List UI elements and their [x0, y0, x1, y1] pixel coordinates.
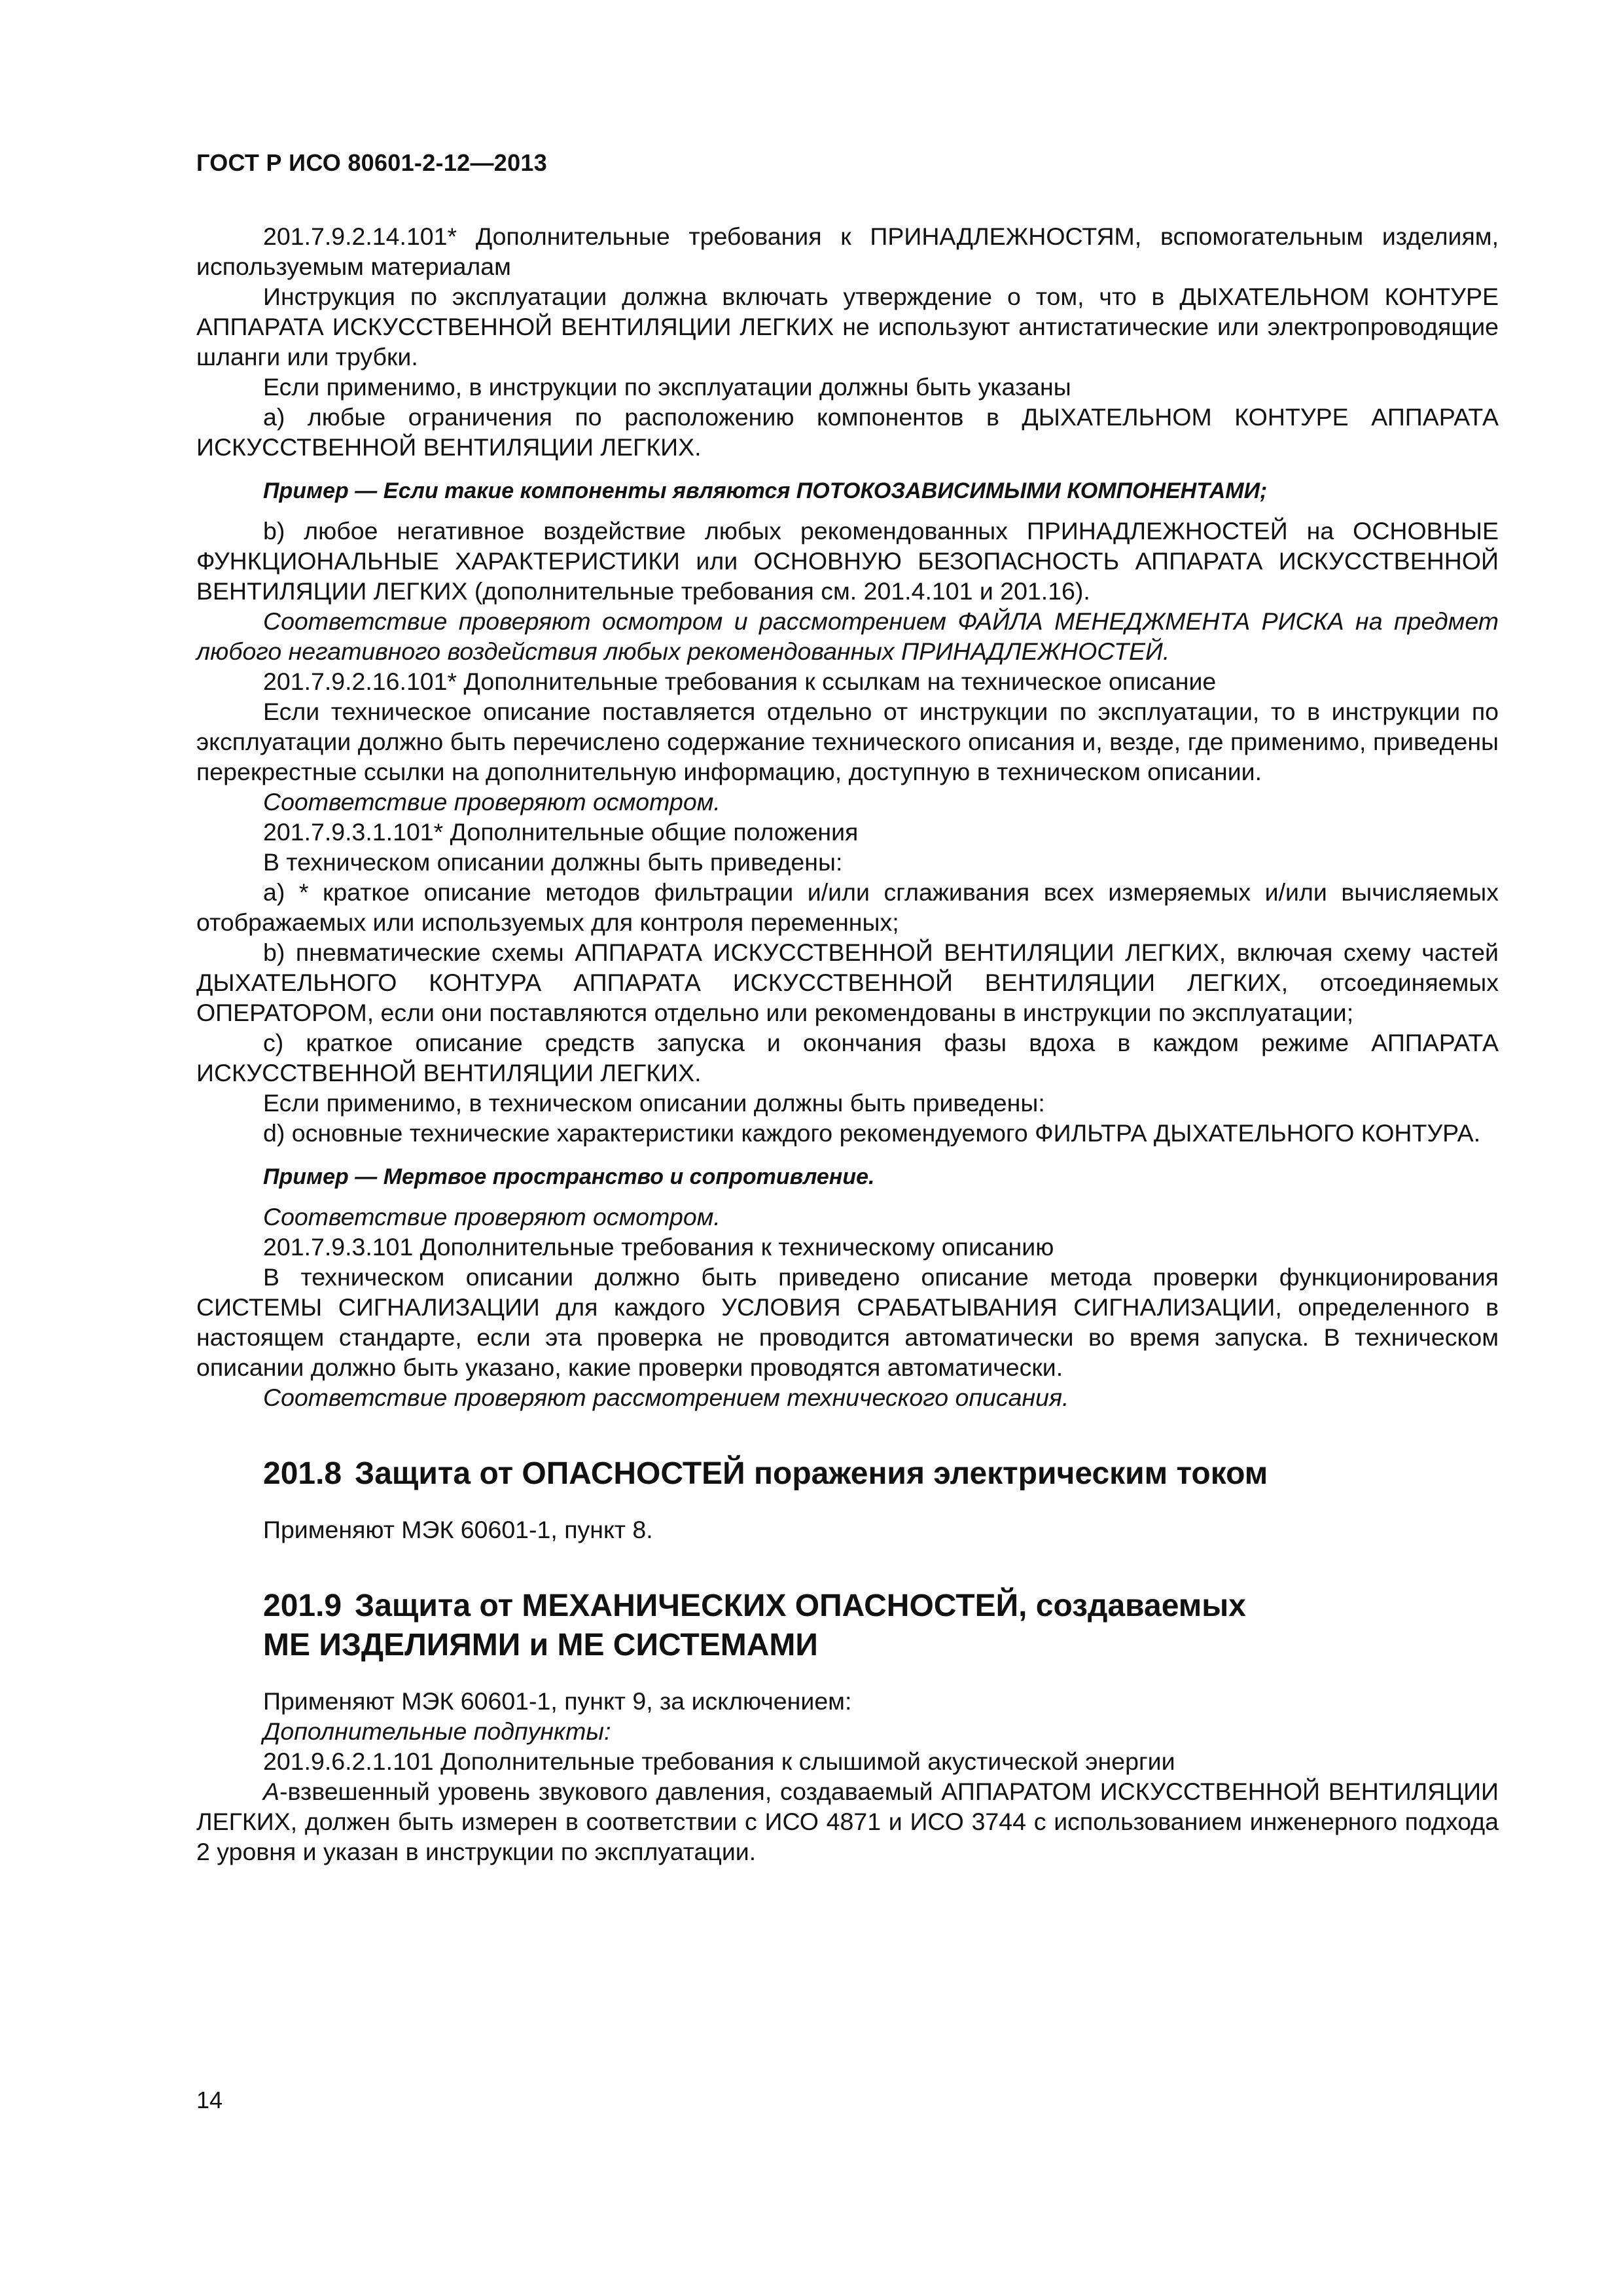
compliance-note: Соответствие проверяют осмотром.: [263, 1203, 721, 1230]
page-number: 14: [196, 2087, 223, 2113]
list-item: a) * краткое описание методов фильтрации и/или сглаживания всех измеряемых и/или вычисляемых отображаемых или используемых для контроля переменных;: [196, 878, 1499, 936]
paragraph: В техническом описании должно быть приведено описание метода проверки функционирования СИСТЕМЫ СИГНАЛИЗАЦИИ для каждого УСЛОВИЯ СРАБАТЫВАНИЯ СИГНАЛИЗАЦИИ, определенного в настоящем стандарте, если эта проверка не проводится автоматически во время запуска. В техническом описании должно быть указано, какие проверки проводятся автоматически.: [196, 1263, 1499, 1381]
section-title: Защита от ОПАСНОСТЕЙ поражения электрическим током: [355, 1456, 1268, 1491]
clause-text: -взвешенный уровень звукового давления, создаваемый АППАРАТОМ ИСКУССТВЕННОЙ ВЕНТИЛЯЦИИ ЛЕГКИХ, должен быть измерен в соответствии с ИСО 4871 и ИСО 3744 с использованием инженерного подхода 2 уровня и указан в инструкции по эксплуатации.: [196, 1778, 1499, 1865]
section-title-line-2: МЕ ИЗДЕЛИЯМИ и МЕ СИСТЕМАМИ: [263, 1628, 818, 1662]
clause-heading: 201.7.9.3.1.101* Дополнительные общие положения: [263, 818, 859, 846]
paragraph: Если техническое описание поставляется отдельно от инструкции по эксплуатации, то в инструкции по эксплуатации должно быть перечислено содержание технического описания и, везде, где применимо, приведены перекрестные ссылки на дополнительную информацию, доступную в техническом описании.: [196, 698, 1499, 785]
document-header: ГОСТ Р ИСО 80601-2-12—2013: [196, 149, 548, 176]
compliance-note: Соответствие проверяют осмотром.: [263, 788, 721, 816]
list-item: c) краткое описание средств запуска и окончания фазы вдоха в каждом режиме АППАРАТА ИСКУССТВЕННОЙ ВЕНТИЛЯЦИИ ЛЕГКИХ.: [196, 1029, 1499, 1086]
a-weighted-letter: А: [263, 1778, 280, 1805]
section-title-line-1: Защита от МЕХАНИЧЕСКИХ ОПАСНОСТЕЙ, создаваемых: [355, 1588, 1246, 1623]
compliance-note: Соответствие проверяют осмотром и рассмотрением ФАЙЛА МЕНЕДЖМЕНТА РИСКА на предмет любого негативного воздействия любых рекомендованных ПРИНАДЛЕЖНОСТЕЙ.: [196, 607, 1499, 665]
document-body: [196, 221, 1499, 1867]
compliance-note: Соответствие проверяют рассмотрением технического описания.: [263, 1384, 1069, 1411]
paragraph: Применяют МЭК 60601-1, пункт 9, за исключением:: [263, 1687, 852, 1715]
clause-heading: 201.7.9.3.101 Дополнительные требования к техническому описанию: [263, 1233, 1054, 1261]
paragraph: В техническом описании должны быть приведены:: [263, 848, 843, 876]
clause-heading: 201.9.6.2.1.101 Дополнительные требования к слышимой акустической энергии: [263, 1748, 1175, 1775]
paragraph: Применяют МЭК 60601-1, пункт 8.: [263, 1516, 653, 1543]
list-item: b) любое негативное воздействие любых рекомендованных ПРИНАДЛЕЖНОСТЕЙ на ОСНОВНЫЕ ФУНКЦИОНАЛЬНЫЕ ХАРАКТЕРИСТИКИ или ОСНОВНУЮ БЕЗОПАСНОСТЬ АППАРАТА ИСКУССТВЕННОЙ ВЕНТИЛЯЦИИ ЛЕГКИХ (дополнительные требования см. 201.4.101 и 201.16).: [196, 517, 1499, 605]
clause-heading: 201.7.9.2.16.101* Дополнительные требования к ссылкам на техническое описание: [263, 668, 1217, 695]
subitems-label: Дополнительные подпункты:: [263, 1717, 611, 1745]
paragraph: [196, 1776, 1499, 1867]
section-heading-201-8: [196, 1454, 1499, 1494]
section-number: 201.8: [263, 1456, 342, 1491]
list-item: a) любые ограничения по расположению компонентов в ДЫХАТЕЛЬНОМ КОНТУРЕ АППАРАТА ИСКУССТВЕННОЙ ВЕНТИЛЯЦИИ ЛЕГКИХ.: [196, 403, 1499, 461]
list-item: d) основные технические характеристики каждого рекомендуемого ФИЛЬТРА ДЫХАТЕЛЬНОГО КОНТУРА.: [263, 1119, 1481, 1147]
list-item: b) пневматические схемы АППАРАТА ИСКУССТВЕННОЙ ВЕНТИЛЯЦИИ ЛЕГКИХ, включая схему частей ДЫХАТЕЛЬНОГО КОНТУРА АППАРАТА ИСКУССТВЕННОЙ ВЕНТИЛЯЦИИ ЛЕГКИХ, отсоединяемых ОПЕРАТОРОМ, если они поставляются отдельно или рекомендованы в инструкции по эксплуатации;: [196, 939, 1499, 1026]
paragraph: Если применимо, в техническом описании должны быть приведены:: [263, 1089, 1045, 1117]
section-heading-201-9: [196, 1587, 1499, 1665]
paragraph: Если применимо, в инструкции по эксплуатации должны быть указаны: [263, 373, 1071, 401]
example-note: Пример — Если такие компоненты являются ПОТОКОЗАВИСИМЫМИ КОМПОНЕНТАМИ;: [263, 478, 1268, 503]
paragraph: Инструкция по эксплуатации должна включать утверждение о том, что в ДЫХАТЕЛЬНОМ КОНТУРЕ АППАРАТА ИСКУССТВЕННОЙ ВЕНТИЛЯЦИИ ЛЕГКИХ не используют антистатические или электропроводящие шланги или трубки.: [196, 283, 1499, 370]
document-page: [196, 0, 1499, 2296]
section-number: 201.9: [263, 1588, 342, 1623]
example-note: Пример — Мертвое пространство и сопротивление.: [263, 1164, 875, 1189]
clause-heading: 201.7.9.2.14.101* Дополнительные требования к ПРИНАДЛЕЖНОСТЯМ, вспомогательным изделиям, используемым материалам: [196, 223, 1499, 280]
